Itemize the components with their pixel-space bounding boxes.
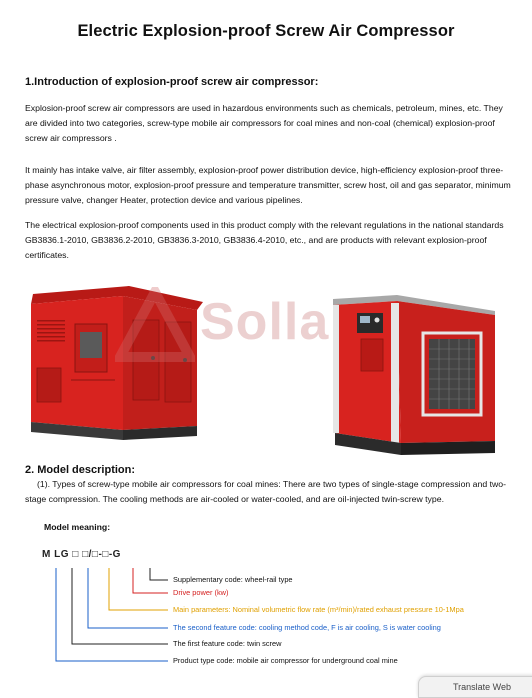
model-paragraph: (1). Types of screw-type mobile air compressors for coal mines: There are two types of single-stage compression and two-stage compression. The cooling methods are air-cooled or water-cooled, and are oil-injected twin-screw type. bbox=[25, 479, 506, 504]
intro-paragraph-1: Explosion-proof screw air compressors are used in hazardous environments such as chemicals, petroleum, mines, etc. They are divided into two categories, screw-type mobile air compressors for coal mines and non-coal (chemical) explosion-proof screw air compressors . bbox=[25, 103, 503, 143]
explanation-second-feature: The second feature code: cooling method code, F is air cooling, S is water cooling bbox=[173, 623, 441, 632]
page-title: Electric Explosion-proof Screw Air Compressor bbox=[77, 22, 455, 40]
section2-heading: 2. Model description: bbox=[25, 464, 136, 476]
compressor-unit-photo bbox=[327, 293, 502, 458]
intro-paragraph-3: The electrical explosion-proof components used in this product comply with the relevant regulations in the national standards GB3836.1-2010, GB3836.2-2010, GB3836.3-2010, GB3836.4-2010, etc., and are products with relevant explosion-proof certificates. bbox=[25, 220, 504, 260]
explanation-main-parameters: Main parameters: Nominal volumetric flow rate (m³/min)/rated exhaust pressure 10-1Mpa bbox=[173, 605, 464, 614]
explanation-supplementary: Supplementary code: wheel-rail type bbox=[173, 575, 293, 584]
intro-paragraph-2: It mainly has intake valve, air filter assembly, explosion-proof power distribution device, high-efficiency explosion-proof three-phase asynchronous motor, explosion-proof pressure and temperature transmitter, screw host, oil and gas separator, minimum pressure valve, changer Heater, protection device and various pipelines. bbox=[25, 165, 511, 205]
model-code: M LG □ □/□-□-G bbox=[42, 549, 121, 560]
section1-heading: 1.Introduction of explosion-proof screw air compressor: bbox=[25, 76, 319, 88]
watermark-text: Solla bbox=[200, 293, 330, 351]
explanation-drive-power: Drive power (kw) bbox=[173, 588, 229, 597]
explanation-product-type: Product type code: mobile air compressor for underground coal mine bbox=[173, 656, 398, 665]
mobile-compressor-photo bbox=[25, 280, 205, 447]
model-meaning-label: Model meaning: bbox=[44, 522, 111, 532]
translate-widget[interactable] bbox=[418, 676, 532, 698]
explanation-first-feature: The first feature code: twin screw bbox=[173, 639, 282, 648]
translate-widget-label: Translate Web bbox=[453, 682, 512, 692]
